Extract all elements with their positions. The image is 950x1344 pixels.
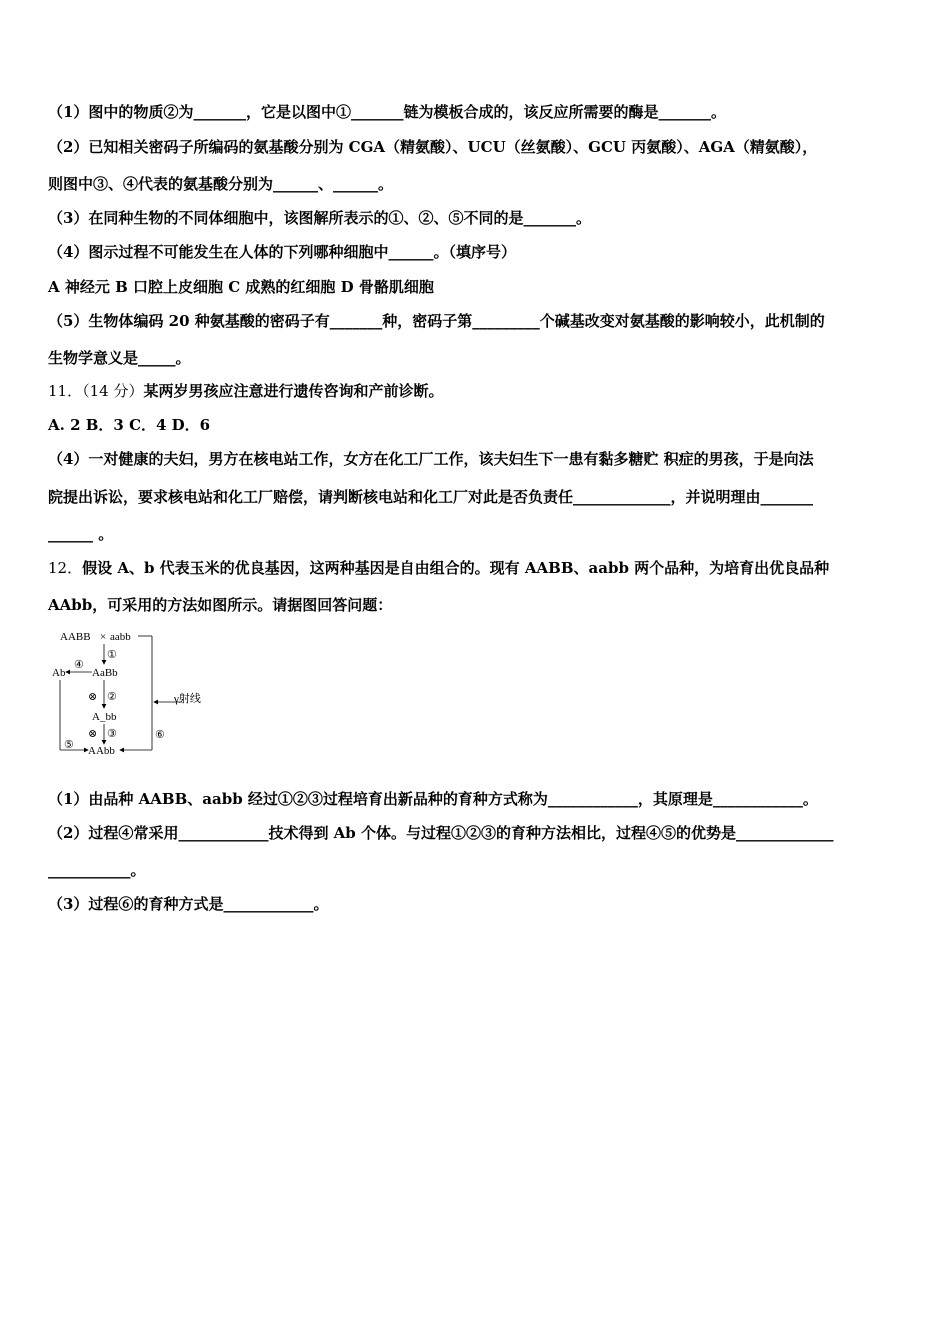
diagram-a-bb: A_bb (92, 711, 117, 723)
q10-part3: （3）在同种生物的不同体细胞中，该图解所表示的①、②、⑤不同的是_______。 (48, 209, 591, 227)
q12-part3: （3）过程⑥的育种方式是____________。 (48, 895, 329, 913)
diagram-selfing-1: ⊗ (88, 691, 98, 703)
q11-part4-line3: ______ 。 (48, 525, 114, 543)
diagram-step5: ⑤ (64, 739, 74, 751)
q12-number: 12． (48, 559, 83, 577)
diagram-step1: ① (107, 649, 117, 661)
diagram-final: AAbb (88, 745, 115, 757)
q12-heading-line2: AAbb，可采用的方法如图所示。请据图回答问题： (48, 596, 393, 614)
diagram-selfing-2: ⊗ (88, 728, 98, 740)
q12-part1: （1）由品种 AABB、aabb 经过①②③过程培育出新品种的育种方式称为____________，其原理是____________。 (48, 790, 818, 808)
q11-number: 11．（14 分） (48, 382, 144, 400)
q12-part2-line1: （2）过程④常采用____________技术得到 Ab 个体。与过程①②③的育种方法相比，过程④⑤的优势是_____________ (48, 824, 834, 842)
diagram-f1: AaBb (92, 667, 118, 679)
diagram-parent2: aabb (110, 631, 131, 643)
diagram-cross-symbol: × (100, 631, 107, 643)
q11-stem: 某两岁男孩应注意进行遗传咨询和产前诊断。 (143, 382, 444, 400)
diagram-parent1: AABB (60, 631, 91, 643)
diagram-step6: ⑥ (155, 729, 165, 741)
q10-part4-options: A 神经元 B 口腔上皮细胞 C 成熟的红细胞 D 骨骼肌细胞 (48, 278, 434, 296)
q10-part5-line1: （5）生物体编码 20 种氨基酸的密码子有_______种，密码子第_________个碱基改变对氨基酸的影响较小，此机制的 (48, 312, 825, 330)
q10-part2-line2: 则图中③、④代表的氨基酸分别为______、______。 (48, 175, 394, 193)
q12-stem: 假设 A、b 代表玉米的优良基因，这两种基因是自由组合的。现有 AABB、aabb 两个品种，为培育出优良品种 (82, 559, 830, 577)
breeding-diagram (52, 628, 222, 763)
diagram-haploid: Ab (52, 667, 66, 679)
diagram-gamma-label: γ射线 (174, 693, 201, 705)
q10-part2-line1: （2）已知相关密码子所编码的氨基酸分别为 CGA（精氨酸）、UCU（丝氨酸）、GCU 丙氨酸）、AGA（精氨酸）， (48, 138, 818, 156)
q10-part4: （4）图示过程不可能发生在人体的下列哪种细胞中______。（填序号） (48, 243, 516, 261)
diagram-step3: ③ (107, 728, 117, 740)
q11-heading (48, 381, 443, 401)
q11-part4-line2: 院提出诉讼，要求核电站和化工厂赔偿，请判断核电站和化工厂对此是否负责任_____________，并说明理由_______ (48, 488, 814, 506)
q10-part1: （1）图中的物质②为_______，它是以图中①_______链为模板合成的，该反应所需要的酶是_______。 (48, 103, 726, 121)
q11-options: A. 2 B．3 C．4 D．6 (48, 416, 211, 434)
q12-heading (48, 558, 829, 578)
q11-part4-line1: （4）一对健康的夫妇，男方在核电站工作，女方在化工厂工作，该夫妇生下一患有黏多糖贮 积症的男孩，于是向法 (48, 450, 814, 468)
diagram-step2: ② (107, 691, 117, 703)
q12-part2-line2: ___________。 (48, 861, 146, 879)
q10-part5-line2: 生物学意义是_____。 (48, 349, 191, 367)
diagram-step4: ④ (74, 659, 84, 671)
